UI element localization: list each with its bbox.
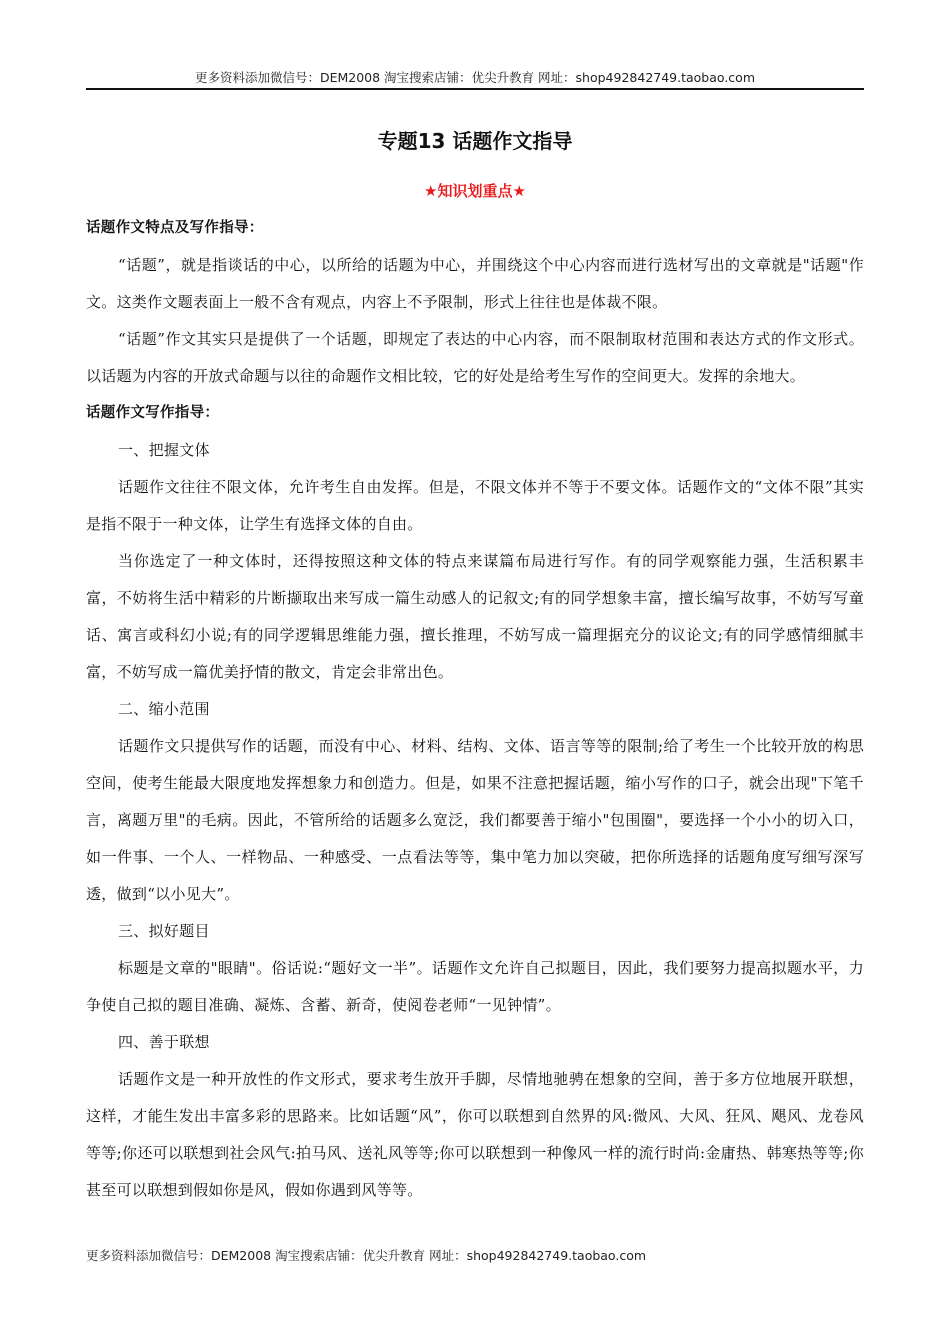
paragraph: 话题作文往往不限文体，允许考生自由发挥。但是，不限文体并不等于不要文体。话题作文的“文体不限”其实是指不限于一种文体，让学生有选择文体的自由。	[86, 478, 864, 533]
paragraph: 话题作文是一种开放性的作文形式，要求考生放开手脚，尽情地驰骋在想象的空间，善于多方位地展开联想，这样，才能生发出丰富多彩的思路来。比如话题“风”，你可以联想到自然界的风:微风、大风、狂风、飓风、龙卷风等等;你还可以联想到社会风气:拍马风、送礼风等等;你可以联想到一种像风一样的流行时尚:金庸热、韩寒热等等;你甚至可以联想到假如你是风，假如你遇到风等等。	[86, 1070, 864, 1199]
subsection-title: 二、缩小范围	[118, 700, 210, 718]
page-header: 更多资料添加微信号：DEM2008 淘宝搜索店铺：优尖升教育 网址：shop492842749.taobao.com	[194, 70, 756, 85]
features-heading: 话题作文特点及写作指导：	[86, 220, 264, 236]
paragraph: “话题”作文其实只是提供了一个话题，即规定了表达的中心内容，而不限制取材范围和表达方式的作文形式。以话题为内容的开放式命题与以往的命题作文相比较，它的好处是给考生写作的空间更大。发挥的余地大。	[86, 330, 864, 385]
paragraph: 标题是文章的"眼睛"。俗话说:“题好文一半”。话题作文允许自己拟题目，因此，我们要努力提高拟题水平，力争使自己拟的题目准确、凝炼、含蓄、新奇，使阅卷老师“一见钟情”。	[86, 959, 864, 1014]
subsection-title: 一、把握文体	[118, 441, 210, 459]
subsection-title: 四、善于联想	[118, 1033, 210, 1051]
paragraph: 当你选定了一种文体时，还得按照这种文体的特点来谋篇布局进行写作。有的同学观察能力强，生活积累丰富，不妨将生活中精彩的片断撷取出来写成一篇生动感人的记叙文;有的同学想象丰富，擅长编写故事，不妨写写童话、寓言或科幻小说;有的同学逻辑思维能力强，擅长推理，不妨写成一篇理据充分的议论文;有的同学感情细腻丰富，不妨写成一篇优美抒情的散文，肯定会非常出色。	[86, 552, 864, 681]
paragraph: “话题”，就是指谈话的中心，以所给的话题为中心，并围绕这个中心内容而进行选材写出的文章就是"话题"作文。这类作文题表面上一般不含有观点，内容上不予限制，形式上往往也是体裁不限。	[86, 256, 864, 311]
page-footer: 更多资料添加微信号：DEM2008 淘宝搜索店铺：优尖升教育 网址：shop492842749.taobao.com	[86, 1248, 647, 1263]
guide-heading: 话题作文写作指导：	[86, 405, 220, 421]
paragraph: 话题作文只提供写作的话题，而没有中心、材料、结构、文体、语言等等的限制;给了考生一个比较开放的构思空间，使考生能最大限度地发挥想象力和创造力。但是，如果不注意把握话题，缩小写作的口子，就会出现"下笔千言，离题万里"的毛病。因此，不管所给的话题多么宽泛，我们都要善于缩小"包围圈"，要选择一个小小的切入口，如一件事、一个人、一样物品、一种感受、一点看法等等，集中笔力加以突破，把你所选择的话题角度写细写深写透，做到“以小见大”。	[86, 737, 864, 903]
subsection-title: 三、拟好题目	[118, 922, 210, 940]
section-banner: ★知识划重点★	[424, 182, 526, 200]
header-divider	[86, 88, 864, 90]
document-body	[86, 210, 864, 1209]
document-title: 专题13 话题作文指导	[377, 129, 573, 153]
